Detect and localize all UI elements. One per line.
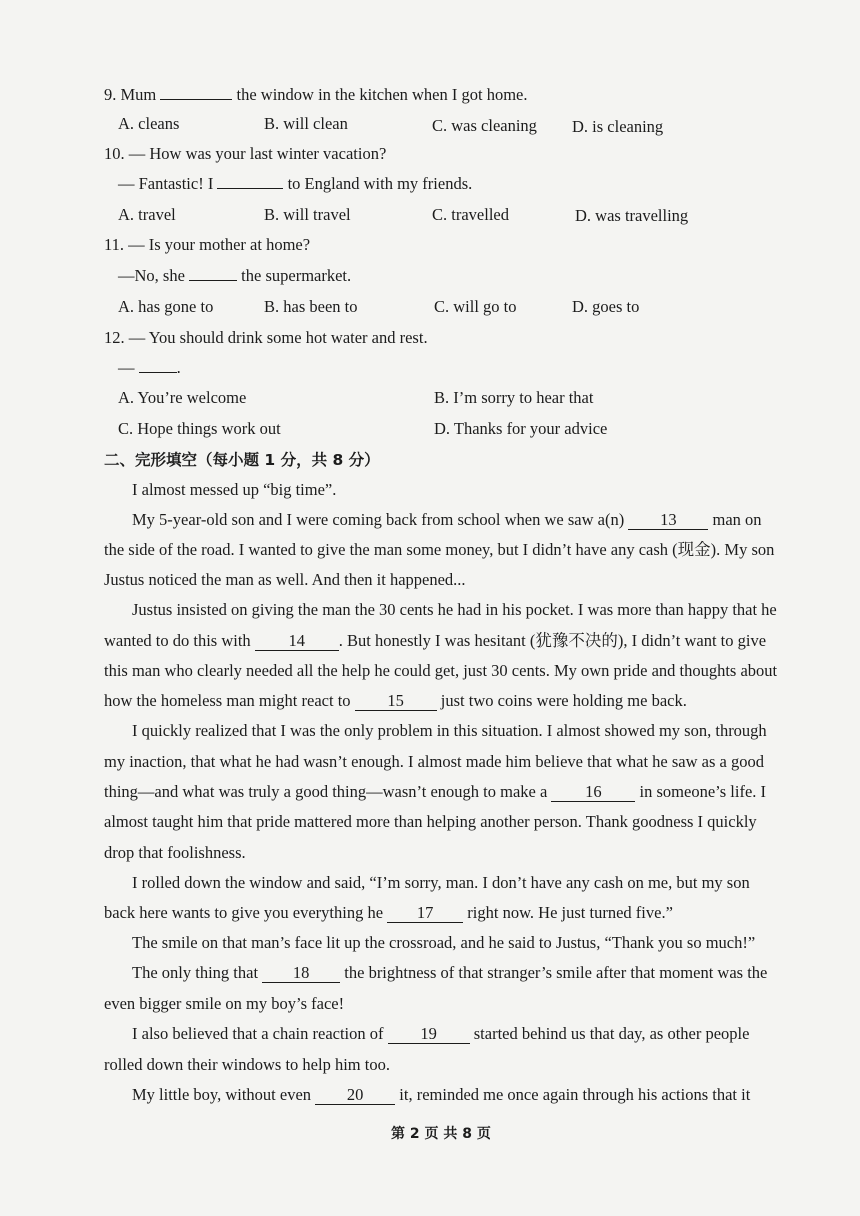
q9-stem: 9. Mum the window in the kitchen when I got home. — [104, 85, 528, 104]
q11-blank — [189, 280, 237, 281]
passage-line: My 5-year-old son and I were coming back from school when we saw a(n) 13 man on — [132, 510, 762, 529]
page-number: 第 2 页 共 8 页 — [391, 1126, 491, 1142]
cloze-blank-16: 16 — [551, 783, 635, 802]
passage-line: Justus noticed the man as well. And then it happened... — [104, 570, 466, 589]
q10-option-d: D. was travelling — [575, 206, 689, 225]
q9-option-c: C. was cleaning — [432, 116, 537, 135]
passage-line: thing—and what was truly a good thing—wasn’t enough to make a 16 in someone’s life. I — [104, 782, 767, 801]
q11-option-b: B. has been to — [264, 297, 358, 316]
q10-option-b: B. will travel — [264, 205, 351, 224]
passage-line: my inaction, that what he had wasn’t enough. I almost made him believe that what he saw as a good — [104, 752, 764, 771]
q10-option-c: C. travelled — [432, 205, 509, 224]
passage-line: wanted to do this with 14 . But honestly I was hesitant (犹豫不决的), I didn’t want to give — [104, 631, 767, 650]
passage-line: I also believed that a chain reaction of 19 started behind us that day, as other people — [132, 1024, 750, 1043]
cloze-blank-14: 14 — [255, 632, 339, 651]
cloze-blank-13: 13 — [628, 511, 708, 530]
cloze-blank-15: 15 — [355, 692, 437, 711]
q9-option-b: B. will clean — [264, 114, 348, 133]
q11-answer-line: —No, she the supermarket. — [118, 266, 352, 285]
section-heading: 二、完形填空（每小题 1 分，共 8 分） — [104, 451, 380, 469]
passage-line: the side of the road. I wanted to give the man some money, but I didn’t have any cash (现金). My son — [104, 540, 775, 559]
passage-line: Justus insisted on giving the man the 30 cents he had in his pocket. I was more than happy that he — [132, 600, 777, 619]
passage-line: how the homeless man might react to 15 just two coins were holding me back. — [104, 691, 687, 710]
q11-option-d: D. goes to — [572, 297, 640, 316]
cloze-blank-18: 18 — [262, 964, 340, 983]
q10-answer-line: — Fantastic! I to England with my friends. — [118, 174, 473, 193]
passage-line: The only thing that 18 the brightness of that stranger’s smile after that moment was the — [132, 963, 768, 982]
q12-option-d: D. Thanks for your advice — [434, 419, 608, 438]
q12-answer-line: — . — [118, 358, 181, 377]
q12-option-b: B. I’m sorry to hear that — [434, 388, 594, 407]
passage-line: almost taught him that pride mattered more than helping another person. Thank goodness I quickly — [104, 812, 757, 831]
passage-line: My little boy, without even 20 it, reminded me once again through his actions that it — [132, 1085, 751, 1104]
q10-option-a: A. travel — [118, 205, 176, 224]
q12-blank — [139, 372, 177, 373]
q10-blank — [217, 188, 283, 189]
q12-option-a: A. You’re welcome — [118, 388, 247, 407]
q11-option-a: A. has gone to — [118, 297, 214, 316]
passage-line: I quickly realized that I was the only problem in this situation. I almost showed my son, through — [132, 721, 767, 740]
q12-question: 12. — You should drink some hot water and rest. — [104, 328, 428, 347]
cloze-blank-19: 19 — [388, 1025, 470, 1044]
passage-line: I almost messed up “big time”. — [132, 480, 337, 499]
passage-line: I rolled down the window and said, “I’m sorry, man. I don’t have any cash on me, but my son — [132, 873, 750, 892]
q9-option-a: A. cleans — [118, 114, 180, 133]
q11-option-c: C. will go to — [434, 297, 517, 316]
q9-option-d: D. is cleaning — [572, 117, 664, 136]
q11-question: 11. — Is your mother at home? — [104, 235, 311, 254]
cloze-blank-17: 17 — [387, 904, 463, 923]
passage-line: this man who clearly needed all the help he could get, just 30 cents. My own pride and thoughts about — [104, 661, 778, 680]
q12-option-c: C. Hope things work out — [118, 419, 281, 438]
passage-line: back here wants to give you everything he 17 right now. He just turned five.” — [104, 903, 673, 922]
passage-line: even bigger smile on my boy’s face! — [104, 994, 345, 1013]
passage-line: drop that foolishness. — [104, 843, 246, 862]
q9-blank — [160, 99, 232, 100]
passage-line: rolled down their windows to help him too. — [104, 1055, 390, 1074]
q10-question: 10. — How was your last winter vacation? — [104, 144, 387, 163]
cloze-blank-20: 20 — [315, 1086, 395, 1105]
passage-line: The smile on that man’s face lit up the crossroad, and he said to Justus, “Thank you so much!” — [132, 933, 756, 952]
